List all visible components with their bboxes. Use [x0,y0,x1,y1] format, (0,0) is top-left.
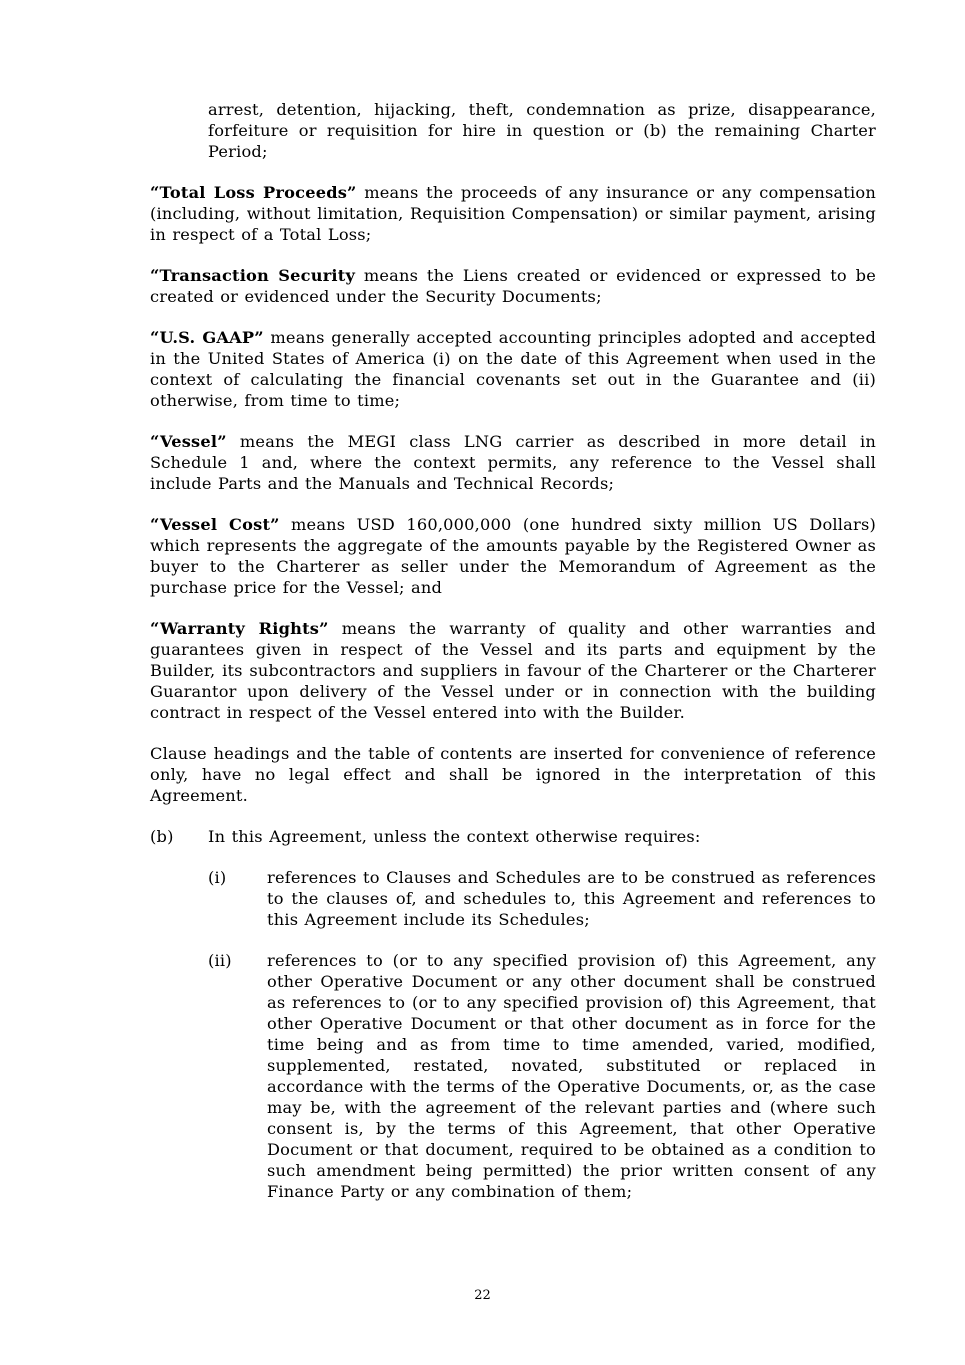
definition-transaction-security [150,265,876,307]
list-label: (ii) [208,951,232,970]
text-run: means generally accepted accounting principles adopted and accepted in the United States of America (i) on the date of this Agreement when used in the context of calculating the financial covenants set out in the Guarantee and (ii) otherwise, from time to time; [150,328,877,410]
text-run: references to Clauses and Schedules are to be construed as references to the clauses of, and schedules to, this Agreement and references to this Agreement include its Schedules; [267,868,876,929]
text-run: means the Liens created or evidenced or expressed to be created or evidenced under the Security Documents; [150,266,876,306]
text-run: arrest, detention, hijacking, theft, condemnation as prize, disappearance, forfeiture or requisition for hire in question or (b) the remaining Charter Period; [208,100,876,161]
text-run: Clause headings and the table of contents are inserted for convenience of reference only, have no legal effect and shall be ignored in the interpretation of this Agreement. [150,744,876,805]
defined-term: “Total Loss Proceeds” [150,183,357,202]
list-label: (b) [150,827,174,846]
clause-b [150,826,876,847]
definition-vessel-cost [150,514,876,598]
text-run: means the proceeds of any insurance or any compensation (including, without limitation, Requisition Compensation) or similar payment, arising in respect of a Total Loss; [150,183,877,244]
definition-total-loss-proceeds [150,182,876,245]
paragraph-continuation [208,99,876,162]
definition-warranty-rights [150,618,876,723]
text-run: means the warranty of quality and other warranties and guarantees given in respect of the Vessel and its parts and equipment by the Builder, its subcontractors and suppliers in favour of the Charterer or the Charterer Guarantor upon delivery of the Vessel under or in connection with the building contract in respect of the Vessel entered into with the Builder. [150,619,876,722]
clause-b-i [150,867,876,930]
clause-b-ii [150,950,876,1202]
definition-us-gaap [150,327,876,411]
defined-term: “Vessel Cost” [150,515,280,534]
text-run: references to (or to any specified provision of) this Agreement, any other Operative Document or any other document shall be construed as references to (or to any specified provision of) this Agreement, that other Operative Document or that other document as in force for the time being and as from time to time amended, varied, modified, supplemented, restated, novated, substituted or replaced in accordance with the terms of the Operative Documents, or, as the case may be, with the agreement of the relevant parties and (where such consent is, by the terms of this Agreement, that other Operative Document or that document, required to be obtained as a condition to such amendment being permitted) the prior written consent of any Finance Party or any combination of them; [267,951,876,1201]
defined-term: “Vessel” [150,432,227,451]
list-label: (i) [208,868,227,887]
paragraph-clause-headings [150,743,876,806]
page-number: 22 [474,1288,491,1303]
text-run: means USD 160,000,000 (one hundred sixty million US Dollars) which represents the aggregate of the amounts payable by the Registered Owner as buyer to the Charterer as seller under the Memorandum of Agreement as the purchase price for the Vessel; and [150,515,876,597]
definition-vessel [150,431,876,494]
defined-term: “Transaction Security [150,266,356,285]
defined-term: “U.S. GAAP” [150,328,264,347]
text-run: In this Agreement, unless the context otherwise requires: [208,827,701,846]
text-run: means the MEGI class LNG carrier as described in more detail in Schedule 1 and, where the context permits, any reference to the Vessel shall include Parts and the Manuals and Technical Records; [150,432,876,493]
defined-term: “Warranty Rights” [150,619,329,638]
document-body [150,99,876,1202]
